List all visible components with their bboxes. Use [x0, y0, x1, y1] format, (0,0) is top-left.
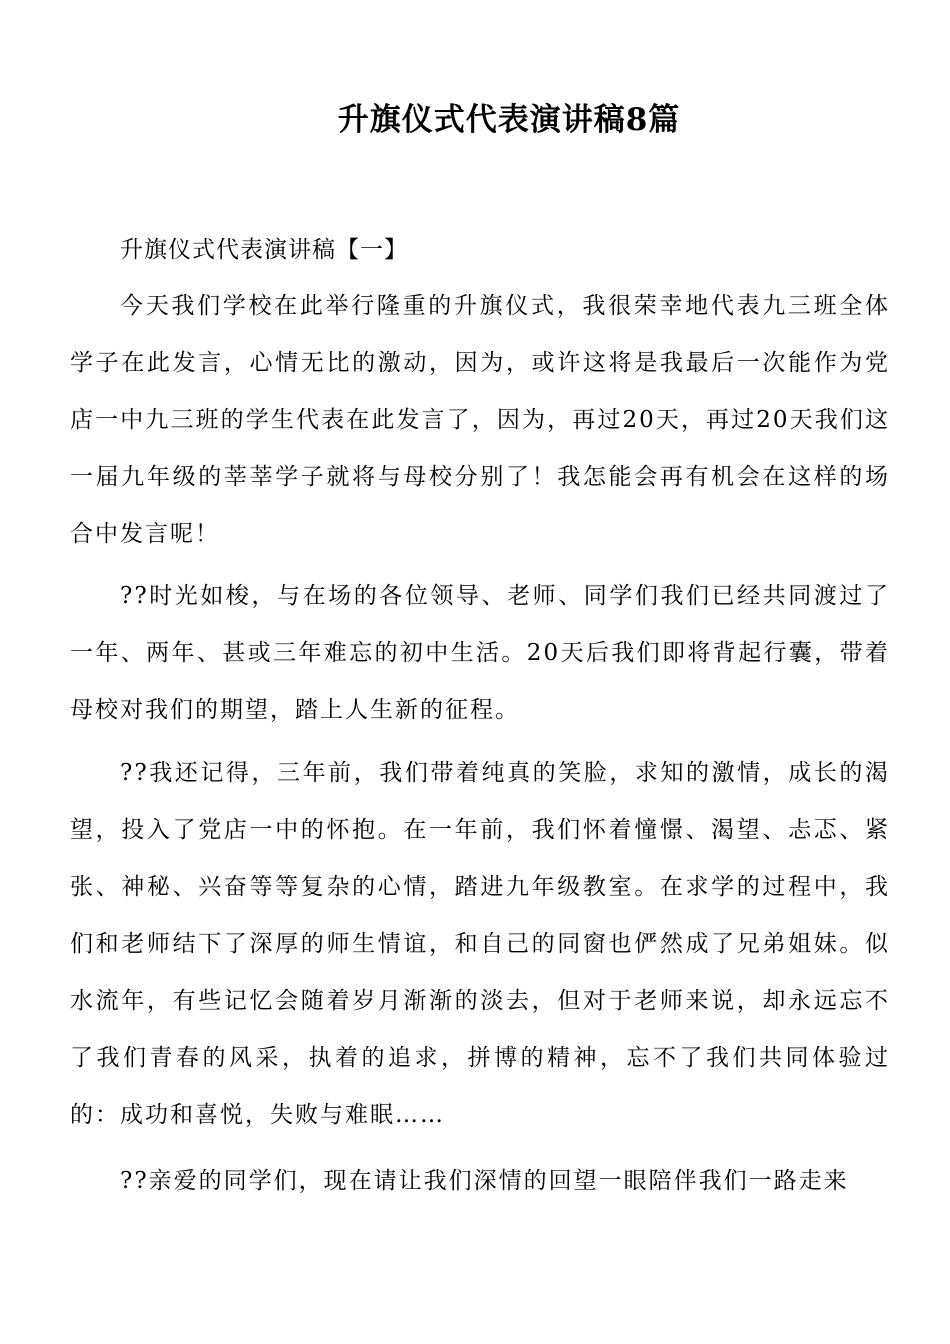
section-heading: 升旗仪式代表演讲稿【一】 — [120, 237, 408, 263]
paragraph-1: 今天我们学校在此举行隆重的升旗仪式，我很荣幸地代表九三班全体学子在此发言，心情无比的激动，因为，或许这将是我最后一次能作为党店一中九三班的学生代表在此发言了，因为，再过20天，再过20天我们这一届九年级的莘莘学子就将与母校分别了！我怎能会再有机会在这样的场合中发言呢！ — [70, 293, 890, 547]
paragraph-4: ??亲爱的同学们，现在请让我们深情的回望一眼陪伴我们一路走来 — [120, 1168, 849, 1194]
paragraph-2: ??时光如梭，与在场的各位领导、老师、同学们我们已经共同渡过了一年、两年、甚或三年难忘的初中生活。20天后我们即将背起行囊，带着母校对我们的期望，踏上人生新的征程。 — [70, 583, 890, 723]
paragraph-3: ??我还记得，三年前，我们带着纯真的笑脸，求知的激情，成长的渴望，投入了党店一中的怀抱。在一年前，我们怀着憧憬、渴望、忐忑、紧张、神秘、兴奋等等复杂的心情，踏进九年级教室。在求学的过程中，我们和老师结下了深厚的师生情谊，和自己的同窗也俨然成了兄弟姐妹。似水流年，有些记忆会随着岁月渐渐的淡去，但对于老师来说，却永远忘不了我们青春的风采，执着的追求，拼博的精神，忘不了我们共同体验过的：成功和喜悦，失败与难眠…… — [70, 760, 890, 1128]
document-title: 升旗仪式代表演讲稿8篇 — [337, 102, 681, 138]
